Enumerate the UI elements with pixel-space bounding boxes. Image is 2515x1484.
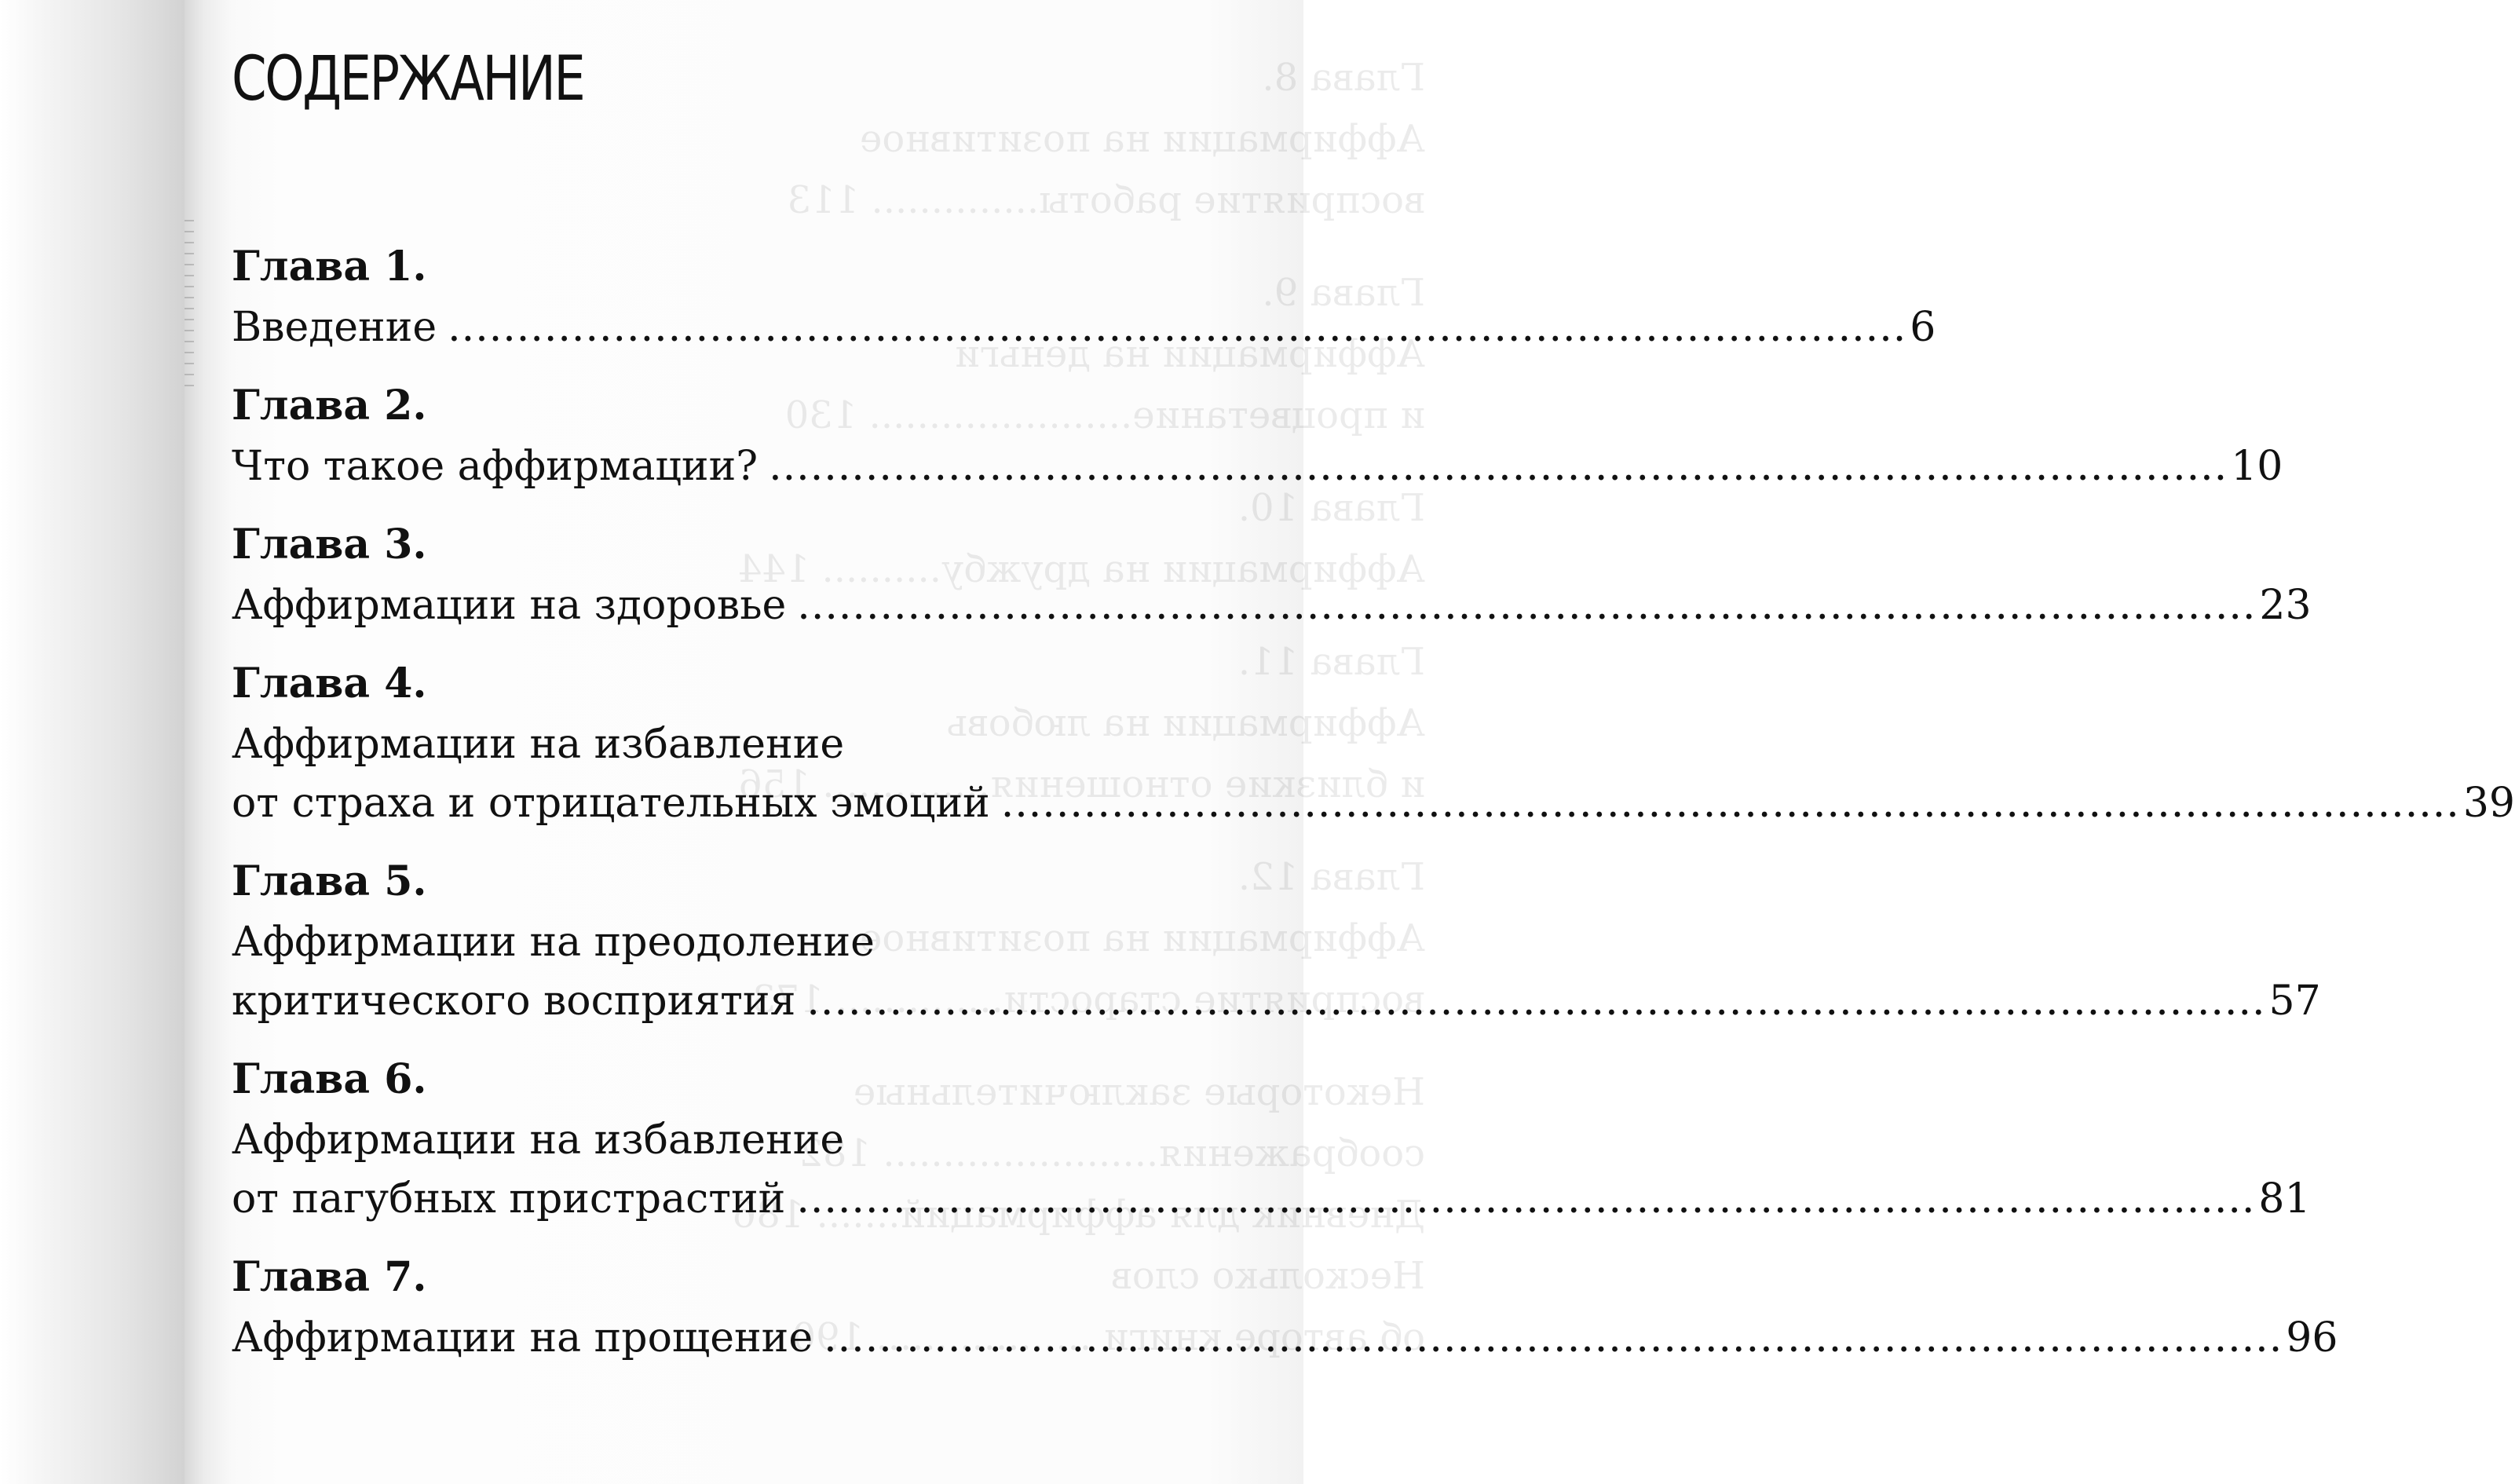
dot-leader	[769, 437, 2228, 496]
chapter-title-line: Аффирмации на избавление	[232, 1117, 845, 1164]
page-number: 10	[2231, 443, 2283, 490]
dot-leader	[796, 1170, 2255, 1229]
page-number: 81	[2258, 1175, 2311, 1223]
chapter-label: Глава 5.	[232, 857, 427, 905]
toc-chapter-6	[232, 1048, 2311, 1229]
toc-chapter-7	[232, 1246, 2338, 1368]
chapter-title: критического восприятия	[232, 978, 796, 1025]
toc-chapter-1	[232, 236, 1936, 357]
toc-entry-line	[232, 1309, 2338, 1368]
page-number: 57	[2268, 978, 2321, 1025]
toc-entry-line	[232, 972, 2321, 1031]
scanner-margin	[0, 0, 185, 1484]
bleed-through-decoration: Глава 8. Аффирмации на позитивное восприятие работы.............. 113 Глава 9. Аффирмации на деньги и процветание...................... 130 Глава 10. Аффирмации на дружбу.......... 144 Глава 11. Аффирмации на любовь и близкие отношения.............. 156 Глава 12. Аффирмации на позитивное восприятие старости.............. 173 Некоторые заключительные соображения....................... 182 Дневник для аффирмаций....... 186 Несколько слов об авторе книги .................. 190	[732, 56, 1425, 1359]
chapter-title-line: Аффирмации на избавление	[232, 721, 845, 768]
page-number: 23	[2259, 582, 2312, 629]
dot-leader	[806, 972, 2265, 1031]
dot-leader	[448, 298, 1906, 357]
toc-chapter-4	[232, 652, 2515, 833]
toc-entry-line	[232, 576, 2312, 635]
chapter-title: Что такое аффирмации?	[232, 443, 759, 490]
toc-chapter-5	[232, 850, 2321, 1031]
toc-chapter-2	[232, 375, 2283, 496]
binding-edge	[185, 220, 194, 393]
chapter-title: Введение	[232, 304, 437, 351]
dot-leader	[1001, 774, 2460, 833]
chapter-title: Аффирмации на прощение	[232, 1314, 813, 1362]
page-number: 96	[2286, 1314, 2338, 1362]
toc-entry-line	[232, 774, 2515, 833]
chapter-label: Глава 7.	[232, 1253, 427, 1301]
toc-chapter-3	[232, 514, 2312, 635]
chapter-title: от страха и отрицательных эмоций	[232, 780, 990, 827]
chapter-title: от пагубных пристрастий	[232, 1175, 786, 1223]
chapter-title-line: Аффирмации на преодоление	[232, 919, 875, 966]
chapter-title: Аффирмации на здоровье	[232, 582, 787, 629]
toc-entry-line	[232, 298, 1936, 357]
dot-leader	[824, 1309, 2283, 1368]
dot-leader	[797, 576, 2256, 635]
toc-heading: СОДЕРЖАНИЕ	[232, 44, 584, 115]
table-of-contents	[232, 236, 2515, 1368]
chapter-label: Глава 3.	[232, 521, 427, 568]
chapter-label: Глава 4.	[232, 660, 427, 707]
page-number: 39	[2462, 780, 2515, 827]
chapter-label: Глава 6.	[232, 1055, 427, 1103]
chapter-label: Глава 1.	[232, 243, 427, 291]
toc-entry-line	[232, 437, 2283, 496]
chapter-label: Глава 2.	[232, 382, 427, 429]
page-number: 6	[1910, 304, 1936, 351]
toc-entry-line	[232, 1170, 2311, 1229]
